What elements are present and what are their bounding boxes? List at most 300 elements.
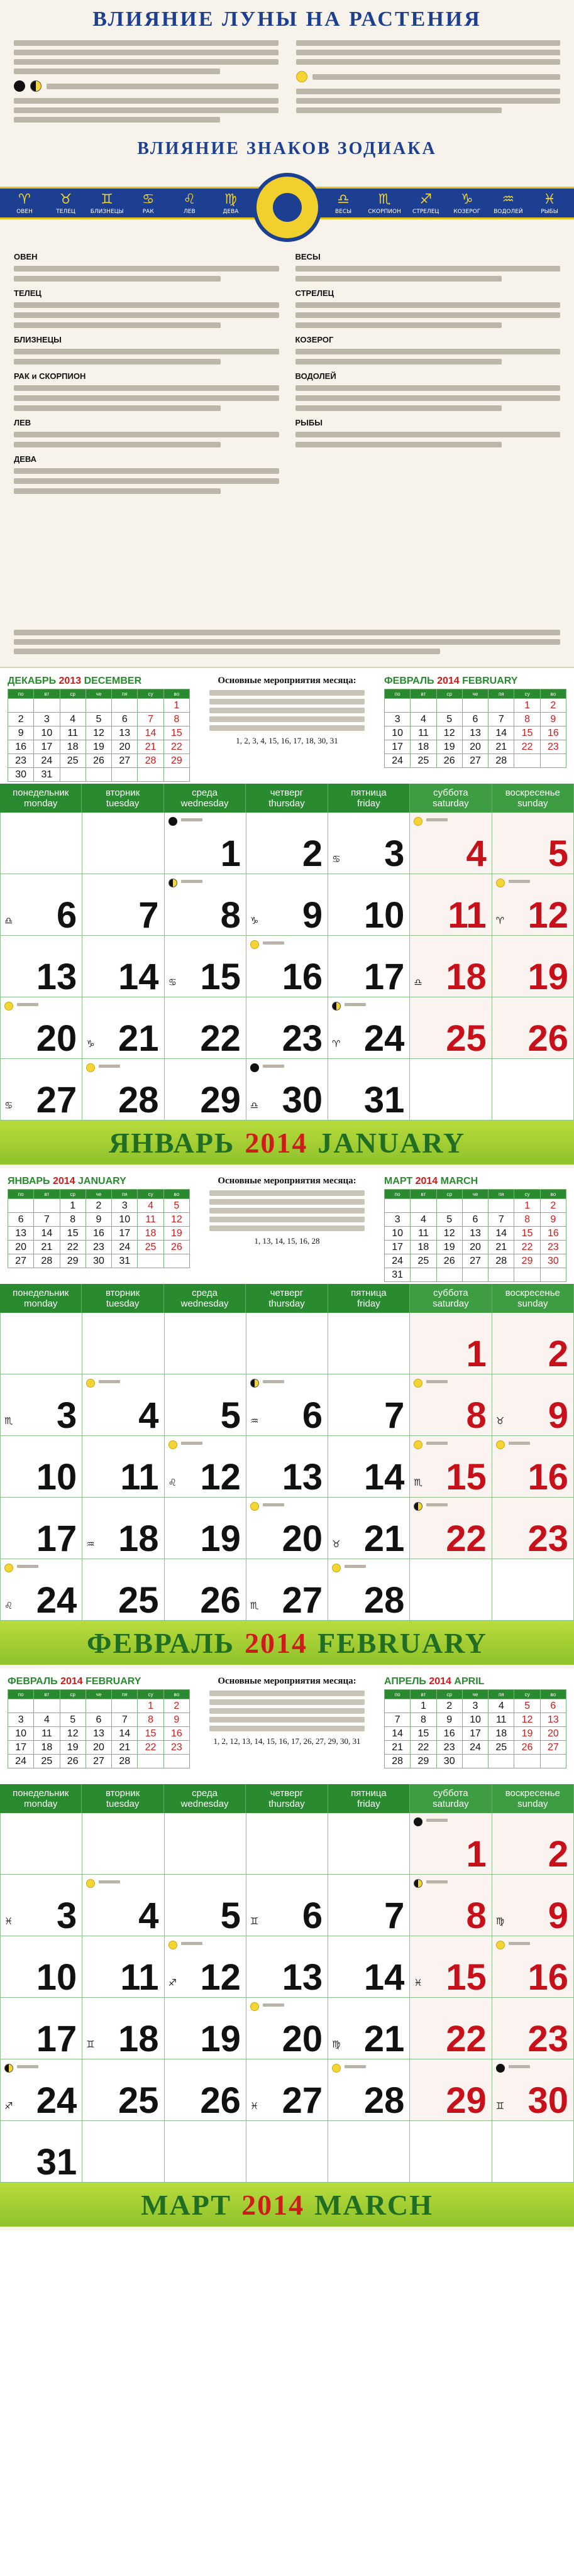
day-cell-empty: [246, 1813, 328, 1875]
mini-day: 26: [437, 1254, 463, 1268]
day-cell[interactable]: [328, 1498, 410, 1559]
mini-day: [385, 1199, 411, 1213]
day-cell[interactable]: [1, 1498, 82, 1559]
day-cell[interactable]: [1, 2059, 82, 2121]
mini-day: [488, 1199, 514, 1213]
day-cell[interactable]: [1, 2121, 82, 2183]
weekday-en: wednesday: [180, 1799, 229, 1809]
day-cell[interactable]: [492, 2059, 574, 2121]
mini-day: 14: [488, 726, 514, 740]
mini-weekday-header: вт: [34, 689, 60, 699]
waning-moon-icon: [296, 71, 307, 82]
weekday-header-row: [0, 1284, 574, 1313]
day-number: 14: [363, 1457, 405, 1498]
day-number: 20: [36, 1018, 77, 1059]
day-cell[interactable]: [165, 936, 246, 997]
activities-text: [199, 1190, 375, 1231]
mini-day: 12: [437, 1227, 463, 1241]
mini-day: 4: [488, 1699, 514, 1713]
mini-day: 14: [385, 1727, 411, 1741]
mini-day: [112, 699, 138, 713]
day-number: 27: [36, 1080, 77, 1121]
mini-day: [463, 1268, 488, 1282]
mini-day: [514, 1755, 540, 1768]
weekday-ru: среда: [192, 1787, 218, 1799]
day-cell[interactable]: [492, 1313, 574, 1374]
weekday-header: [0, 784, 82, 813]
mini-day: 6: [86, 1713, 112, 1727]
mini-day: 27: [463, 1254, 488, 1268]
mini-day: 25: [34, 1755, 60, 1768]
weekday-ru: четверг: [270, 1787, 304, 1799]
day-cell[interactable]: [246, 1875, 328, 1936]
day-cell[interactable]: [1, 997, 82, 1059]
day-cell[interactable]: [82, 2059, 164, 2121]
day-cell[interactable]: [328, 936, 410, 997]
day-cell[interactable]: [492, 1998, 574, 2059]
day-number: 13: [282, 1957, 323, 1998]
day-cell-empty: [246, 1313, 328, 1374]
weekday-ru: понедельник: [13, 1287, 69, 1298]
mini-day: [463, 1755, 488, 1768]
day-cell[interactable]: [492, 1813, 574, 1875]
month-banner: [0, 1621, 574, 1665]
moon-phase-icon: [496, 879, 505, 887]
day-cell[interactable]: [492, 1875, 574, 1936]
day-cell[interactable]: [492, 997, 574, 1059]
moon-phase-note: [345, 2065, 366, 2068]
weekday-en: wednesday: [180, 798, 229, 809]
mini-day: [385, 1699, 411, 1713]
moon-influence-section: [0, 0, 574, 668]
mini-day: 8: [514, 1213, 540, 1227]
day-cell[interactable]: [165, 1936, 246, 1998]
day-cell[interactable]: [1, 1374, 82, 1436]
mini-month-name-en: JANUARY: [78, 1176, 126, 1187]
mini-calendar-previous: [8, 1676, 190, 1778]
mini-day: 13: [541, 1713, 566, 1727]
day-cell[interactable]: [410, 1436, 492, 1498]
day-cell[interactable]: [492, 1374, 574, 1436]
mini-day: 30: [86, 1254, 112, 1268]
weekday-header: [82, 784, 163, 813]
mini-day: 27: [463, 754, 488, 768]
day-cell[interactable]: [82, 1059, 164, 1121]
day-cell[interactable]: [410, 1313, 492, 1374]
weekday-header: [164, 1784, 246, 1813]
zodiac-sign-label: ДЕВА: [223, 208, 239, 215]
day-number: 28: [118, 1080, 159, 1121]
day-cell[interactable]: [165, 1998, 246, 2059]
day-cell[interactable]: [246, 1436, 328, 1498]
day-cell[interactable]: [328, 1998, 410, 2059]
mini-weekday-header: че: [463, 689, 488, 699]
day-cell[interactable]: [410, 813, 492, 874]
mini-weekday-header: пя: [112, 1690, 138, 1699]
zodiac-sign-icon: ♈: [332, 1038, 341, 1050]
day-cell[interactable]: [246, 1059, 328, 1121]
mini-day: 24: [112, 1241, 138, 1254]
mini-day: 26: [60, 1755, 86, 1768]
day-cell[interactable]: [328, 1559, 410, 1621]
zodiac-glyph-icon: ♎: [337, 191, 350, 207]
day-cell[interactable]: [410, 936, 492, 997]
mini-day: 14: [112, 1727, 138, 1741]
day-cell[interactable]: [82, 1498, 164, 1559]
day-cell[interactable]: [1, 1875, 82, 1936]
day-cell[interactable]: [246, 1936, 328, 1998]
zodiac-sign-icon: ♓: [414, 1977, 422, 1988]
day-cell[interactable]: [1, 874, 82, 936]
moon-phase-icon: [4, 1564, 13, 1572]
day-cell[interactable]: [82, 1374, 164, 1436]
mini-day: 23: [437, 1741, 463, 1755]
mini-month-name: ФЕВРАЛЬ: [384, 676, 438, 686]
day-cell[interactable]: [328, 1436, 410, 1498]
day-cell[interactable]: [410, 1498, 492, 1559]
mini-day: [514, 754, 540, 768]
day-cell-empty: [328, 1313, 410, 1374]
month-grid: [0, 1313, 574, 1621]
mini-day: 17: [34, 740, 60, 754]
mini-day: [385, 699, 411, 713]
day-number: 30: [527, 2080, 568, 2121]
mini-day: 13: [8, 1227, 34, 1241]
mini-day: 4: [138, 1199, 163, 1213]
moon-phase-note: [426, 1819, 448, 1822]
day-cell[interactable]: [410, 2059, 492, 2121]
mini-day: 31: [112, 1254, 138, 1268]
mini-day: 9: [164, 1713, 190, 1727]
day-number: 2: [548, 1334, 568, 1374]
day-cell[interactable]: [82, 1875, 164, 1936]
weekday-en: tuesday: [106, 798, 140, 809]
day-cell[interactable]: [165, 1875, 246, 1936]
mini-year: 2014: [52, 1176, 79, 1187]
new-moon-icon: [14, 80, 25, 92]
day-cell[interactable]: [165, 1059, 246, 1121]
mini-calendar-title: [8, 1676, 190, 1687]
moon-phase-note: [426, 1880, 448, 1883]
day-cell[interactable]: [165, 997, 246, 1059]
weekday-ru: среда: [192, 1287, 218, 1298]
mini-day: 22: [138, 1741, 163, 1755]
day-cell[interactable]: [246, 997, 328, 1059]
mini-weekday-header: ср: [60, 689, 86, 699]
zodiac-description-heading: РАК и СКОРПИОН: [14, 371, 86, 381]
mini-calendar-grid: [8, 1189, 190, 1268]
day-cell[interactable]: [1, 936, 82, 997]
day-cell[interactable]: [246, 936, 328, 997]
weekday-en: thursday: [268, 1799, 305, 1809]
mini-day: 23: [541, 1241, 566, 1254]
mini-day: 6: [8, 1213, 34, 1227]
mini-weekday-header: вт: [34, 1690, 60, 1699]
day-cell[interactable]: [328, 813, 410, 874]
mini-day: 24: [385, 754, 411, 768]
day-cell[interactable]: [246, 874, 328, 936]
mini-day: 30: [541, 1254, 566, 1268]
moon-phase-note: [426, 1442, 448, 1445]
mini-weekday-header: ср: [437, 689, 463, 699]
day-cell[interactable]: [410, 1813, 492, 1875]
day-number: 7: [384, 1395, 405, 1436]
zodiac-sign-label: КОЗЕРОГ: [453, 208, 481, 215]
day-cell[interactable]: [165, 874, 246, 936]
day-cell[interactable]: [410, 1875, 492, 1936]
zodiac-descriptions-left: [14, 249, 279, 494]
day-number: 9: [548, 1395, 568, 1436]
weekday-en: thursday: [268, 1298, 305, 1309]
day-cell[interactable]: [82, 1436, 164, 1498]
day-cell-empty: [492, 2121, 574, 2183]
mini-day: 3: [8, 1713, 34, 1727]
day-cell[interactable]: [328, 1875, 410, 1936]
day-cell[interactable]: [246, 1559, 328, 1621]
zodiac-band: [0, 173, 574, 233]
mini-weekday-header: во: [541, 689, 566, 699]
day-cell[interactable]: [165, 1436, 246, 1498]
month-header: [0, 1669, 574, 1784]
day-cell[interactable]: [328, 1374, 410, 1436]
day-number: 30: [282, 1080, 323, 1121]
mini-day: 6: [463, 1213, 488, 1227]
weekday-header: [246, 1284, 328, 1313]
month-name-en: MARCH: [314, 2188, 433, 2221]
day-cell[interactable]: [492, 1498, 574, 1559]
day-cell[interactable]: [328, 874, 410, 936]
mini-day: 28: [34, 1254, 60, 1268]
mini-weekday-header: су: [514, 1190, 540, 1199]
zodiac-sign-5: [211, 192, 250, 215]
mini-day: 16: [86, 1227, 112, 1241]
mini-day: 16: [541, 726, 566, 740]
day-cell[interactable]: [492, 1436, 574, 1498]
month-year: 2014: [245, 1626, 308, 1659]
day-number: 8: [466, 1395, 487, 1436]
mini-month-name-en: FEBRUARY: [86, 1676, 141, 1687]
mini-day: 17: [112, 1227, 138, 1241]
day-cell[interactable]: [410, 874, 492, 936]
mini-month-name: АПРЕЛЬ: [384, 1676, 429, 1687]
weekday-ru: воскресенье: [505, 787, 560, 798]
mini-day: [411, 1268, 436, 1282]
mini-year: 2014: [429, 1676, 455, 1687]
day-number: 12: [527, 895, 568, 936]
moon-phase-note: [263, 1065, 284, 1068]
weekday-en: thursday: [268, 798, 305, 809]
zodiac-sign-icon: ♏: [4, 1415, 13, 1427]
zodiac-sign-2: [87, 192, 126, 215]
day-number: 14: [118, 956, 159, 997]
mini-day: 10: [112, 1213, 138, 1227]
mini-weekday-header: по: [385, 1190, 411, 1199]
day-cell[interactable]: [1, 1559, 82, 1621]
activities-text: [199, 1691, 375, 1731]
mini-day: 23: [8, 754, 34, 768]
day-cell[interactable]: [328, 997, 410, 1059]
day-cell-empty: [82, 1313, 164, 1374]
weekday-ru: суббота: [433, 787, 468, 798]
weekday-header: [410, 784, 492, 813]
day-cell[interactable]: [492, 936, 574, 997]
day-cell[interactable]: [165, 2059, 246, 2121]
mini-day: [164, 1254, 190, 1268]
mini-weekday-header: пя: [112, 689, 138, 699]
moon-phase-note: [181, 1942, 202, 1945]
mini-day: 11: [488, 1713, 514, 1727]
zodiac-descriptions-right: [295, 249, 561, 494]
mini-day: 20: [463, 1241, 488, 1254]
day-cell[interactable]: [492, 1936, 574, 1998]
mini-day: 13: [463, 1227, 488, 1241]
mini-day: 9: [437, 1713, 463, 1727]
day-number: 20: [282, 1518, 323, 1559]
weekday-ru: пятница: [351, 1787, 387, 1799]
zodiac-sign-label: РАК: [142, 208, 154, 215]
day-cell[interactable]: [1, 1059, 82, 1121]
weekday-header: [328, 784, 410, 813]
mini-day: 3: [112, 1199, 138, 1213]
day-cell[interactable]: [246, 813, 328, 874]
day-cell[interactable]: [246, 1374, 328, 1436]
day-number: 17: [36, 2019, 77, 2059]
day-cell[interactable]: [82, 874, 164, 936]
zodiac-sign-0: [5, 192, 44, 215]
day-cell[interactable]: [82, 1936, 164, 1998]
mini-day: [437, 1268, 463, 1282]
day-cell[interactable]: [328, 2059, 410, 2121]
mini-day: [112, 1699, 138, 1713]
mini-day: 28: [488, 754, 514, 768]
day-cell[interactable]: [410, 1374, 492, 1436]
mini-day: 3: [385, 1213, 411, 1227]
zodiac-sign-icon: ♋: [4, 1100, 13, 1111]
zodiac-sign-icon: ♋: [332, 853, 341, 865]
day-cell[interactable]: [82, 1998, 164, 2059]
mini-weekday-header: пя: [488, 689, 514, 699]
day-cell[interactable]: [165, 1559, 246, 1621]
day-cell[interactable]: [328, 1936, 410, 1998]
day-number: 18: [446, 956, 487, 997]
weekday-header: [410, 1784, 492, 1813]
day-cell[interactable]: [328, 1059, 410, 1121]
day-cell[interactable]: [82, 1559, 164, 1621]
month-name-en: JANUARY: [317, 1126, 466, 1159]
zodiac-sign-icon: ♑: [86, 1038, 95, 1050]
day-number: 23: [527, 1518, 568, 1559]
moon-phase-icon: [250, 1063, 259, 1072]
day-cell[interactable]: [82, 936, 164, 997]
zodiac-sign-1: [47, 192, 86, 215]
mini-calendar-grid: [8, 689, 190, 782]
day-cell[interactable]: [246, 2059, 328, 2121]
zodiac-sign-label: ЛЕВ: [183, 208, 196, 215]
day-cell[interactable]: [410, 1998, 492, 2059]
mini-weekday-header: че: [86, 1690, 112, 1699]
day-number: 15: [200, 956, 241, 997]
mini-day: 27: [86, 1755, 112, 1768]
mini-day: 16: [164, 1727, 190, 1741]
mini-weekday-header: ср: [437, 1190, 463, 1199]
mini-day: 26: [514, 1741, 540, 1755]
mini-day: 7: [112, 1713, 138, 1727]
moon-phase-note: [17, 1003, 38, 1006]
mini-day: 17: [385, 1241, 411, 1254]
day-cell[interactable]: [410, 997, 492, 1059]
zodiac-wheel-icon: [253, 173, 322, 242]
day-cell[interactable]: [1, 1436, 82, 1498]
mini-day: 7: [138, 713, 163, 726]
day-number: 6: [302, 1395, 323, 1436]
day-cell-empty: [165, 1313, 246, 1374]
day-number: 4: [138, 1895, 159, 1936]
zodiac-sign-4: [170, 192, 209, 215]
month-activities: [190, 676, 384, 777]
day-cell[interactable]: [165, 1374, 246, 1436]
mini-day: [34, 1199, 60, 1213]
month-section-2: [0, 1669, 574, 2230]
zodiac-sign-3: [129, 192, 168, 215]
weekday-header: [0, 1284, 82, 1313]
day-number: 25: [118, 2080, 159, 2121]
day-number: 22: [446, 2019, 487, 2059]
mini-day: 21: [488, 1241, 514, 1254]
day-cell[interactable]: [246, 1998, 328, 2059]
weekday-header: [328, 1284, 410, 1313]
moon-phase-icon: [250, 2002, 259, 2011]
day-number: 21: [363, 2019, 405, 2059]
weekday-header: [328, 1784, 410, 1813]
weekday-en: wednesday: [180, 1298, 229, 1309]
day-number: 27: [282, 2080, 323, 2121]
mini-day: 11: [138, 1213, 163, 1227]
zodiac-sign-6: [324, 192, 363, 215]
mini-day: 16: [437, 1727, 463, 1741]
day-cell[interactable]: [246, 1498, 328, 1559]
mini-day: 28: [112, 1755, 138, 1768]
month-header: [0, 1168, 574, 1284]
activities-heading: Основные мероприятия месяца:: [218, 676, 356, 686]
day-cell[interactable]: [165, 1498, 246, 1559]
day-cell-empty: [328, 2121, 410, 2183]
day-cell[interactable]: [1, 1936, 82, 1998]
day-number: 26: [527, 1018, 568, 1059]
day-cell[interactable]: [492, 874, 574, 936]
month-section-1: [0, 1168, 574, 1669]
mini-day: [86, 699, 112, 713]
weekday-en: saturday: [433, 1298, 469, 1309]
day-number: 18: [118, 1518, 159, 1559]
zodiac-glyph-icon: ♈: [18, 191, 31, 207]
day-cell[interactable]: [82, 997, 164, 1059]
weekday-ru: вторник: [106, 1287, 140, 1298]
zodiac-glyph-icon: ♓: [543, 191, 556, 207]
mini-day: 3: [463, 1699, 488, 1713]
day-cell[interactable]: [492, 813, 574, 874]
day-number: 25: [446, 1018, 487, 1059]
zodiac-sign-7: [365, 192, 404, 215]
mini-day: 5: [437, 713, 463, 726]
mini-day: 28: [138, 754, 163, 768]
day-cell[interactable]: [165, 813, 246, 874]
weekday-header: [82, 1784, 163, 1813]
weekday-en: sunday: [517, 798, 548, 809]
favorable-dates: 1, 13, 14, 15, 16, 28: [254, 1236, 320, 1246]
day-cell[interactable]: [410, 1936, 492, 1998]
day-cell[interactable]: [1, 1998, 82, 2059]
mini-calendar-title: [384, 676, 566, 687]
